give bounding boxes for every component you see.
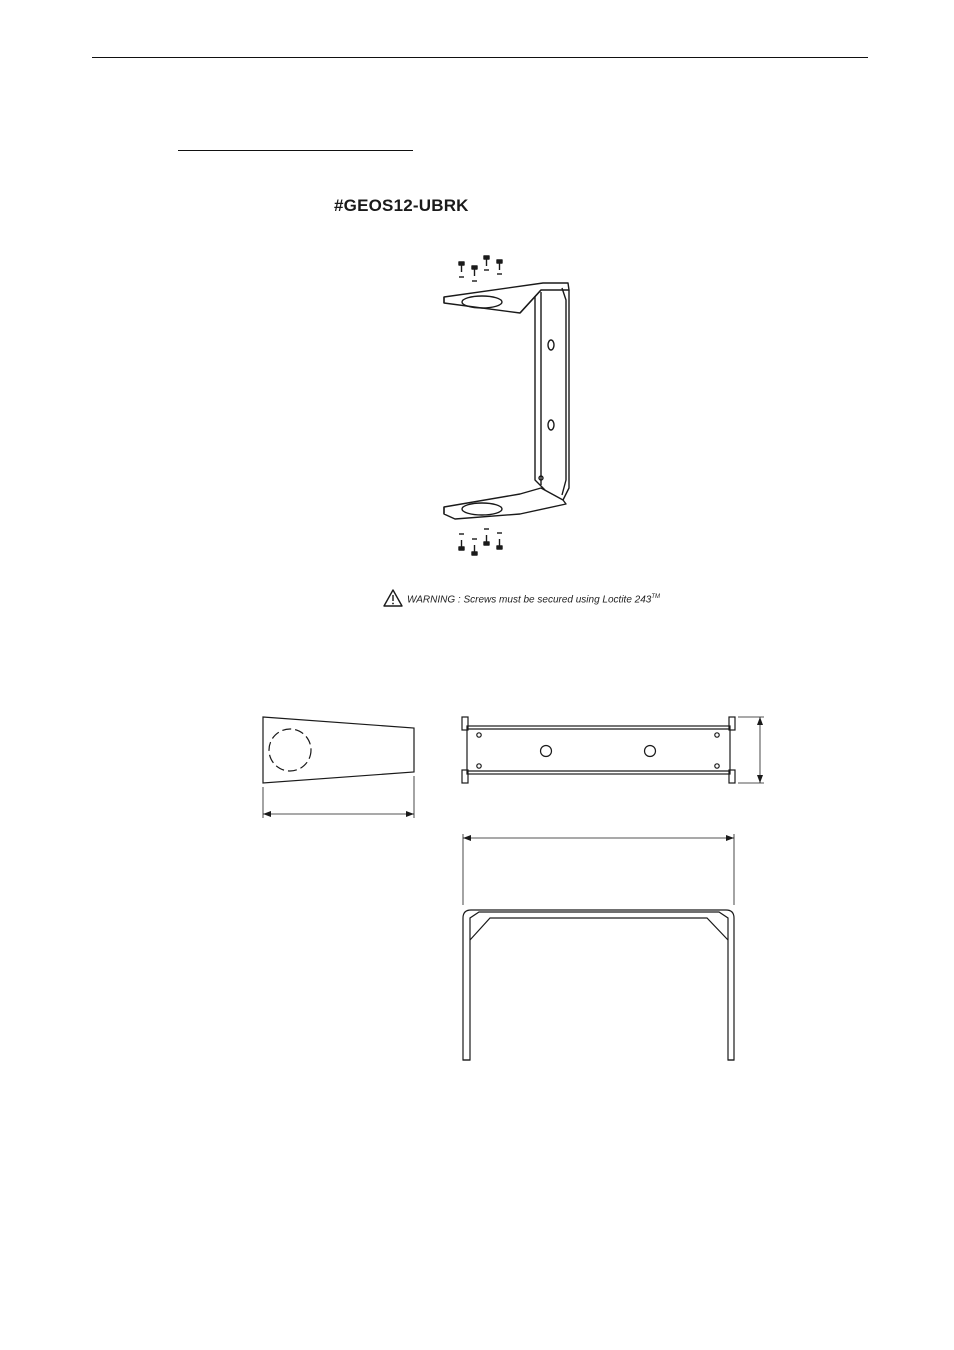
bracket-top-arm: [444, 283, 569, 313]
screws-bottom: [459, 529, 502, 555]
top-view-drawing: [463, 834, 734, 1060]
warning-text: [407, 594, 660, 605]
warning-message: WARNING : Screws must be secured using Loctite 243: [407, 594, 652, 606]
side-view-drawing: [263, 717, 414, 818]
rear-view-drawing: [462, 717, 764, 783]
trademark-mark: TM: [651, 594, 661, 600]
bracket-vertical: [535, 288, 569, 500]
bracket-bottom-arm: [444, 488, 566, 519]
model-title: #GEOS12-UBRK: [334, 196, 469, 215]
warning-triangle-icon: [384, 590, 402, 606]
screws-top: [459, 256, 502, 281]
